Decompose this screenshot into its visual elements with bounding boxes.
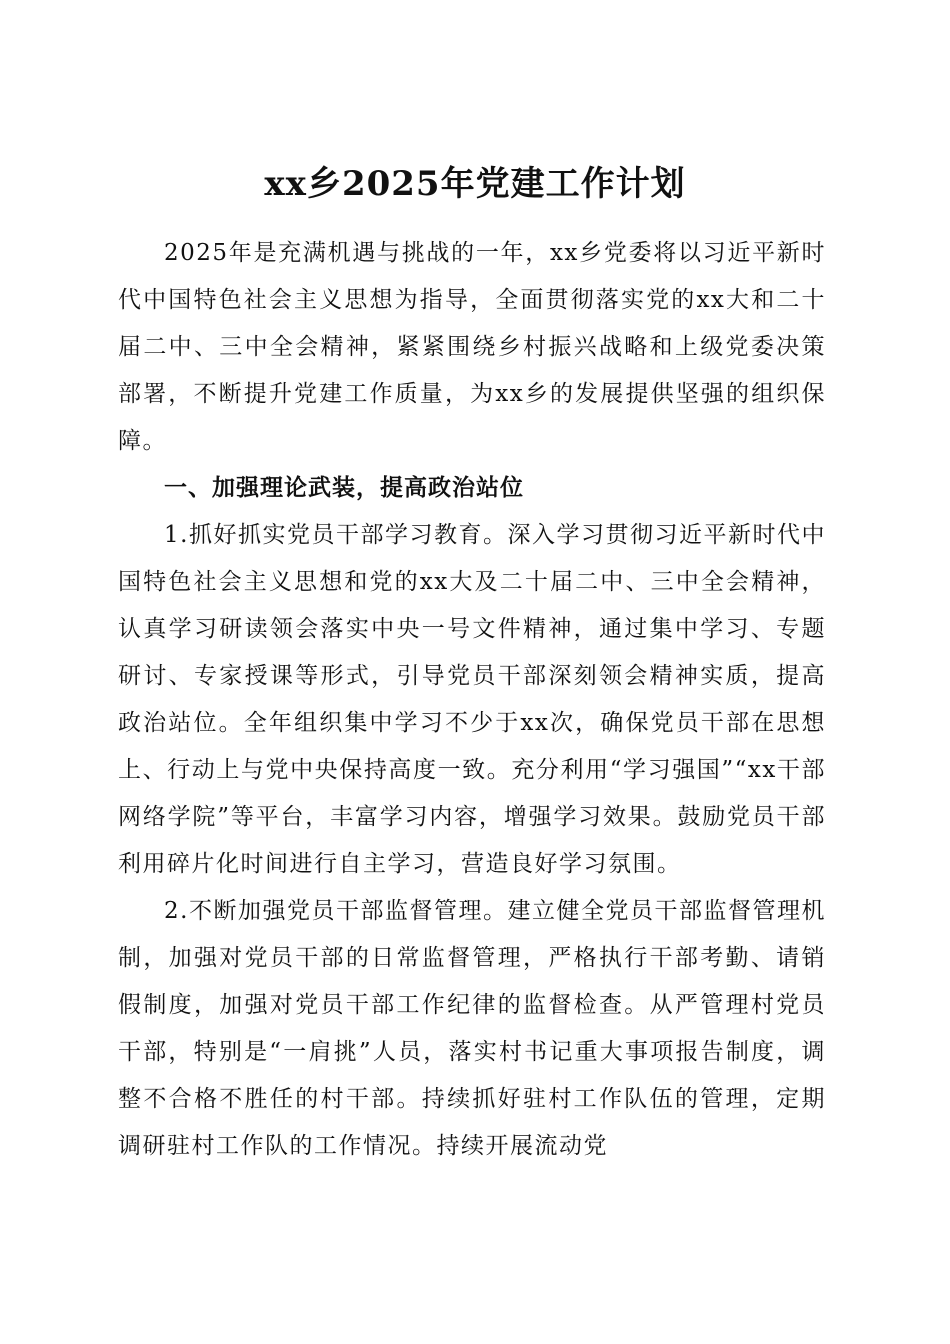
paragraph-item-1: 1.抓好抓实党员干部学习教育。深入学习贯彻习近平新时代中国特色社会主义思想和党的xx大及二十届二中、三中全会精神，认真学习研读领会落实中央一号文件精神，通过集中学习、专题研讨、专家授课等形式，引导党员干部深刻领会精神实质，提高政治站位。全年组织集中学习不少于xx次，确保党员干部在思想上、行动上与党中央保持高度一致。充分利用“学习强国”“xx干部网络学院”等平台，丰富学习内容，增强学习效果。鼓励党员干部利用碎片化时间进行自主学习，营造良好学习氛围。 [118,522,826,877]
section-heading-1: 一、加强理论武装，提高政治站位 [164,475,524,501]
intro-paragraph: 2025年是充满机遇与挑战的一年，xx乡党委将以习近平新时代中国特色社会主义思想为指导，全面贯彻落实党的xx大和二十届二中、三中全会精神，紧紧围绕乡村振兴战略和上级党委决策部署，不断提升党建工作质量，为xx乡的发展提供坚强的组织保障。 [118,240,826,454]
document-body [118,230,826,1170]
paragraph-item-2: 2.不断加强党员干部监督管理。建立健全党员干部监督管理机制，加强对党员干部的日常监督管理，严格执行干部考勤、请销假制度，加强对党员干部工作纪律的监督检查。从严管理村党员干部，特别是“一肩挑”人员，落实村书记重大事项报告制度，调整不合格不胜任的村干部。持续抓好驻村工作队伍的管理，定期调研驻村工作队的工作情况。持续开展流动党 [118,898,826,1159]
document-title: xx乡2025年党建工作计划 [264,163,686,204]
